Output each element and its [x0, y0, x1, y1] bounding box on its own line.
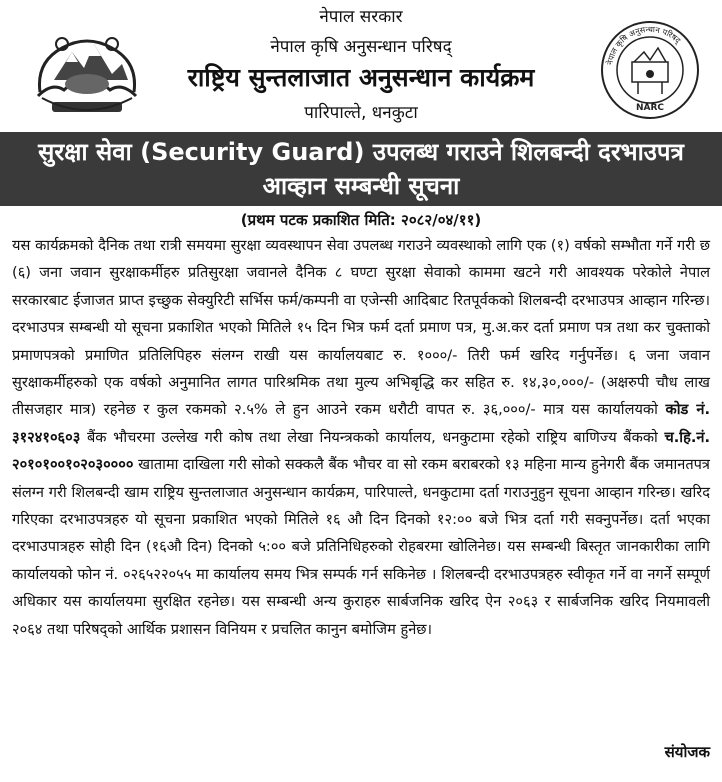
publication-date: (प्रथम पटक प्रकाशित मिति: २०८२/०४/११)	[240, 211, 482, 229]
office-code: कोड नं. ३१२४१०६०३	[12, 401, 710, 446]
narc-logo-icon	[598, 18, 702, 122]
notice-body-part1: यस कार्यक्रमको दैनिक तथा रात्री समयमा सुरक्षा व्यवस्थापन सेवा उपलब्ध गराउने व्यवस्थाको लागि एक (१) वर्षको सम्भौता गर्ने गरी छ (६) जना जवान सुरक्षाकर्मीहरु प्रतिसुरक्षा जवानले दैनिक ८ घण्टा सुरक्षा सेवाको काममा खटने गरी आवश्यक परेकोले नेपाल सरकारबाट ईजाजत प्राप्त इच्छुक सेक्युरिटी सर्भिस फर्म/कम्पनी वा एजेन्सी आदिबाट रितपूर्वकको शिलबन्दी दरभाउपत्र आव्हान गरिन्छ। दरभाउपत्र सम्बन्धी यो सूचना प्रकाशित भएको मितिले १५ दिन भित्र फर्म दर्ता प्रमाण पत्र, मु.अ.कर दर्ता प्रमाण पत्र तथा कर चुक्ताको प्रमाणपत्रको प्रमाणित प्रतिलिपिहरु संलग्न राखी यस कार्यालयबाट रु. १०००/- तिरी फर्म खरिद गर्नुपर्नेछ। ६ जना जवान सुरक्षाकर्मीहरुको एक वर्षको अनुमानित लागत पारिश्रमिक तथा मुल्य अभिबृद्धि कर सहित रु. १४,३०,०००/- (अक्षरुपी चौध लाख तीसजहार मात्र) रहनेछ र कुल रकमको २.५% ले हुन आउने रकम धरौटी वापत रु. ३६,०००/- मात्र यस कार्यालयको	[12, 237, 710, 419]
banner-title-line2: आव्हान सम्बन्धी सूचना	[262, 172, 460, 200]
bank-account-number: च.हि.नं. २०१०१००१०२०३००००	[12, 428, 711, 474]
notice-header	[0, 0, 722, 132]
notice-body-part3: खातामा दाखिला गरी सोको सक्कलै बैंक भौचर वा सो रकम बराबरको १३ महिना मान्य हुनेगरी बैंक जमानतपत्र संलग्न गरी शिलबन्दी खाम राष्ट्रिय सुन्तलाजात अनुसन्धान कार्यक्रम, पारिपाल्ते, धनकुटामा दर्ता गराउनुहुन सूचना आव्हान गरिन्छ। खरिद गरिएका दरभाउपत्रहरु यो सूचना प्रकाशित भएको मितिले १६ औ दिन दिनको १२:०० बजे भित्र दर्ता गरी सक्नुपर्नेछ। दर्ता भएका दरभाउपात्रहरु सोही दिन (१६औ दिन) दिनको ५:०० बजे प्रतिनिधिहरुको रोहबरमा खोलिनेछ। यस सम्बन्धी बिस्तृत जानकारीका लागि कार्यालयको फोन नं. ०२६५२२०५५ मा कार्यालय समय भित्र सम्पर्क गर्न सकिनेछ । शिलबन्दी दरभाउपत्रहरु स्वीकृत गर्ने वा नगर्ने सम्पूर्ण अधिकार यस कार्यालयमा सुरक्षित रहनेछ। यस सम्बन्धी अन्य कुराहरु सार्बजनिक खरिद ऐन २०६३ र सार्बजनिक खरिद नियमावली २०६४ तथा परिषद्को आर्थिक प्रशासन विनियम र प्रचलित कानुन बमोजिम हुनेछ।	[12, 456, 710, 638]
narc-ring-text: नेपाल कृषि अनुसन्धान परिषद्	[605, 24, 683, 66]
notice-body	[12, 232, 710, 643]
signoff-coordinator: संयोजक	[664, 743, 710, 761]
notice-body-part2: बैंक भौचरमा उल्लेख गरी कोष तथा लेखा नियन्त्रकको कार्यालय, धनकुटामा रहेको राष्ट्रिय बाणिज्य बैंकको	[86, 428, 658, 446]
header-council: नेपाल कृषि अनुसन्धान परिषद्	[270, 37, 452, 57]
header-org-name: राष्ट्रिय सुन्तलाजात अनुसन्धान कार्यक्रम	[187, 63, 535, 92]
narc-abbr: NARC	[635, 103, 665, 113]
header-address: पारिपाल्ते, धनकुटा	[304, 103, 418, 123]
notice-title-banner	[0, 132, 722, 206]
header-country: नेपाल सरकार	[319, 7, 403, 27]
banner-title-line1: सुरक्षा सेवा (Security Guard) उपलब्ध गराउने शिलबन्दी दरभाउपत्र	[38, 138, 684, 166]
